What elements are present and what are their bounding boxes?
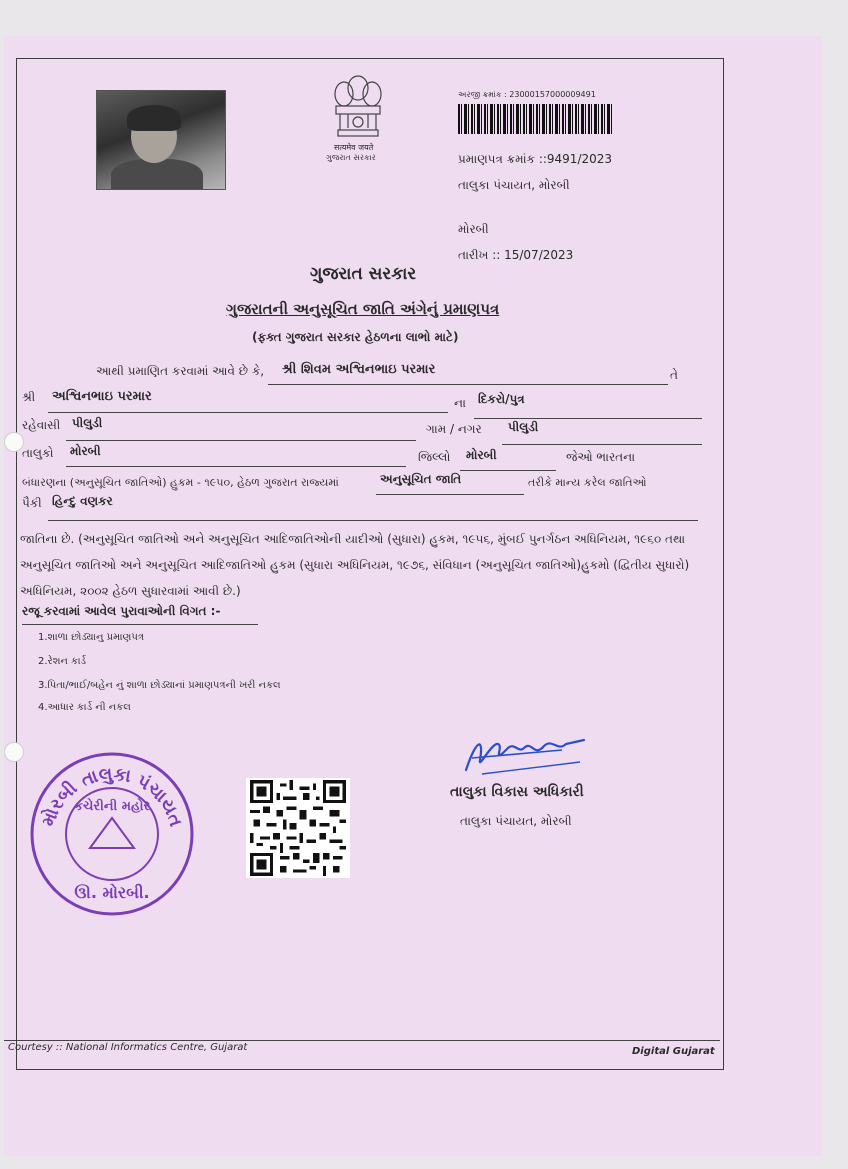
seal-top-text: મોરબી તાલુકા પંચાયત <box>37 763 187 830</box>
recognized-text: તરીકે માન્ય કરેલ જાતિઓ <box>528 476 647 489</box>
official-seal <box>26 748 198 920</box>
legal-paragraph: જાતિના છે. (અનુસૂચિત જાતિઓ અને અનુસૂચિત આદિજાતિઓની યાદીઓ (સુધારા) હુકમ, ૧૯૫૬, મુંબઈ પુનર્ગઠન અધિનિયમ, ૧૯૬૦ તથા અનુસૂચિત જાતિઓ અને અનુસૂચિત આદિજાતિઓ હુકમ (સુધારા અધિનિયમ, ૧૯૭૬, સંવિધાન (અનુસૂચિત જાતિઓ)હુકમો (દ્વિતીય સુધારો) અધિનિયમ, ૨૦૦૨ હેઠળ સુધારવામાં આવી છે.) <box>20 532 690 598</box>
constitution-text: બંધારણના (અનુસૂચિત જાતિઓ) હુકમ - ૧૯૫૦, હેઠળ ગુજરાત રાજ્યમાં <box>22 476 339 489</box>
taluka-label: તાલુકો <box>22 446 54 460</box>
certificate-title: ગુજરાતની અનુસૂચિત જાતિ અંગેનું પ્રમાણપત્ર <box>226 300 500 318</box>
footer-courtesy: Courtesy :: National Informatics Centre, Gujarat <box>8 1042 248 1053</box>
issue-date: તારીખ :: 15/07/2023 <box>458 248 574 262</box>
qr-code <box>246 778 350 878</box>
emblem-motto: सत्यमेव जयते <box>334 143 374 152</box>
india-text: જેઓ ભારતના <box>566 450 636 464</box>
district-value: મોરબી <box>466 448 497 462</box>
category: અનુસૂચિત જાતિ <box>380 472 462 486</box>
seal-middle-text: કચેરીની મહોર <box>73 799 151 814</box>
taluka-value: મોરબી <box>70 444 101 458</box>
place: મોરબી <box>458 222 489 236</box>
village-label: ગામ / નગર <box>426 422 482 436</box>
footer-brand: Digital Gujarat <box>632 1046 715 1057</box>
person-name: શ્રી શિવમ અશ્વિનભાઇ પરમાર <box>282 362 436 377</box>
resident-label: રહેવાસી <box>22 418 61 432</box>
document-item: 3.પિતા/ભાઈ/બહેન નું શાળા છોડ્યાનાં પ્રમાણપત્રની ખરી નકલ <box>38 680 281 691</box>
na-label: ના <box>454 396 466 410</box>
application-number: અરજી ક્રમાંક : 23000157000009491 <box>458 90 596 99</box>
seal-bottom-text: ઊ. મોરબી. <box>74 883 150 902</box>
punch-hole <box>4 742 24 762</box>
shri-label: શ્રી <box>22 390 36 404</box>
document-item: 4.આધાર કાર્ડ ની નકલ <box>38 702 131 713</box>
document-item: 2.રેશન કાર્ડ <box>38 656 87 667</box>
certificate-subtitle: (ફક્ત ગુજરાત સરકાર હેઠળના લાભો માટે) <box>252 330 459 344</box>
officer-signature <box>462 730 588 776</box>
officer-office: તાલુકા પંચાયત, મોરબી <box>460 814 572 828</box>
relation: દિકરો/પુત્ર <box>478 392 525 406</box>
resident-value: પીલુડી <box>72 416 103 430</box>
certificate-number: પ્રમાણપત્ર ક્રમાંક ::9491/2023 <box>458 152 613 166</box>
caste-prefix: પૈકી <box>22 496 42 510</box>
officer-designation: તાલુકા વિકાસ અધિકારી <box>450 784 584 800</box>
document-item: 1.શાળા છોડ્યાનુ પ્રમાણપત્ર <box>38 632 144 643</box>
certify-prefix: આથી પ્રમાણિત કરવામાં આવે છે કે, <box>96 364 265 378</box>
government-title: ગુજરાત સરકાર <box>310 264 417 284</box>
barcode <box>458 104 614 134</box>
issuing-office: તાલુકા પંચાયત, મોરબી <box>458 178 570 192</box>
te-label: તે <box>670 368 678 382</box>
caste-value: હિન્દુ વણકર <box>52 494 113 508</box>
documents-heading: રજૂ કરવામાં આવેલ પુરાવાઓની વિગત :- <box>22 604 221 618</box>
emblem-government: ગુજરાત સરકાર <box>326 153 376 162</box>
punch-hole <box>4 432 24 452</box>
parent-name: અશ્વિનભાઇ પરમાર <box>52 389 152 404</box>
village-value: પીલુડી <box>508 420 539 434</box>
district-label: જિલ્લો <box>418 450 451 464</box>
applicant-photo <box>96 90 226 190</box>
